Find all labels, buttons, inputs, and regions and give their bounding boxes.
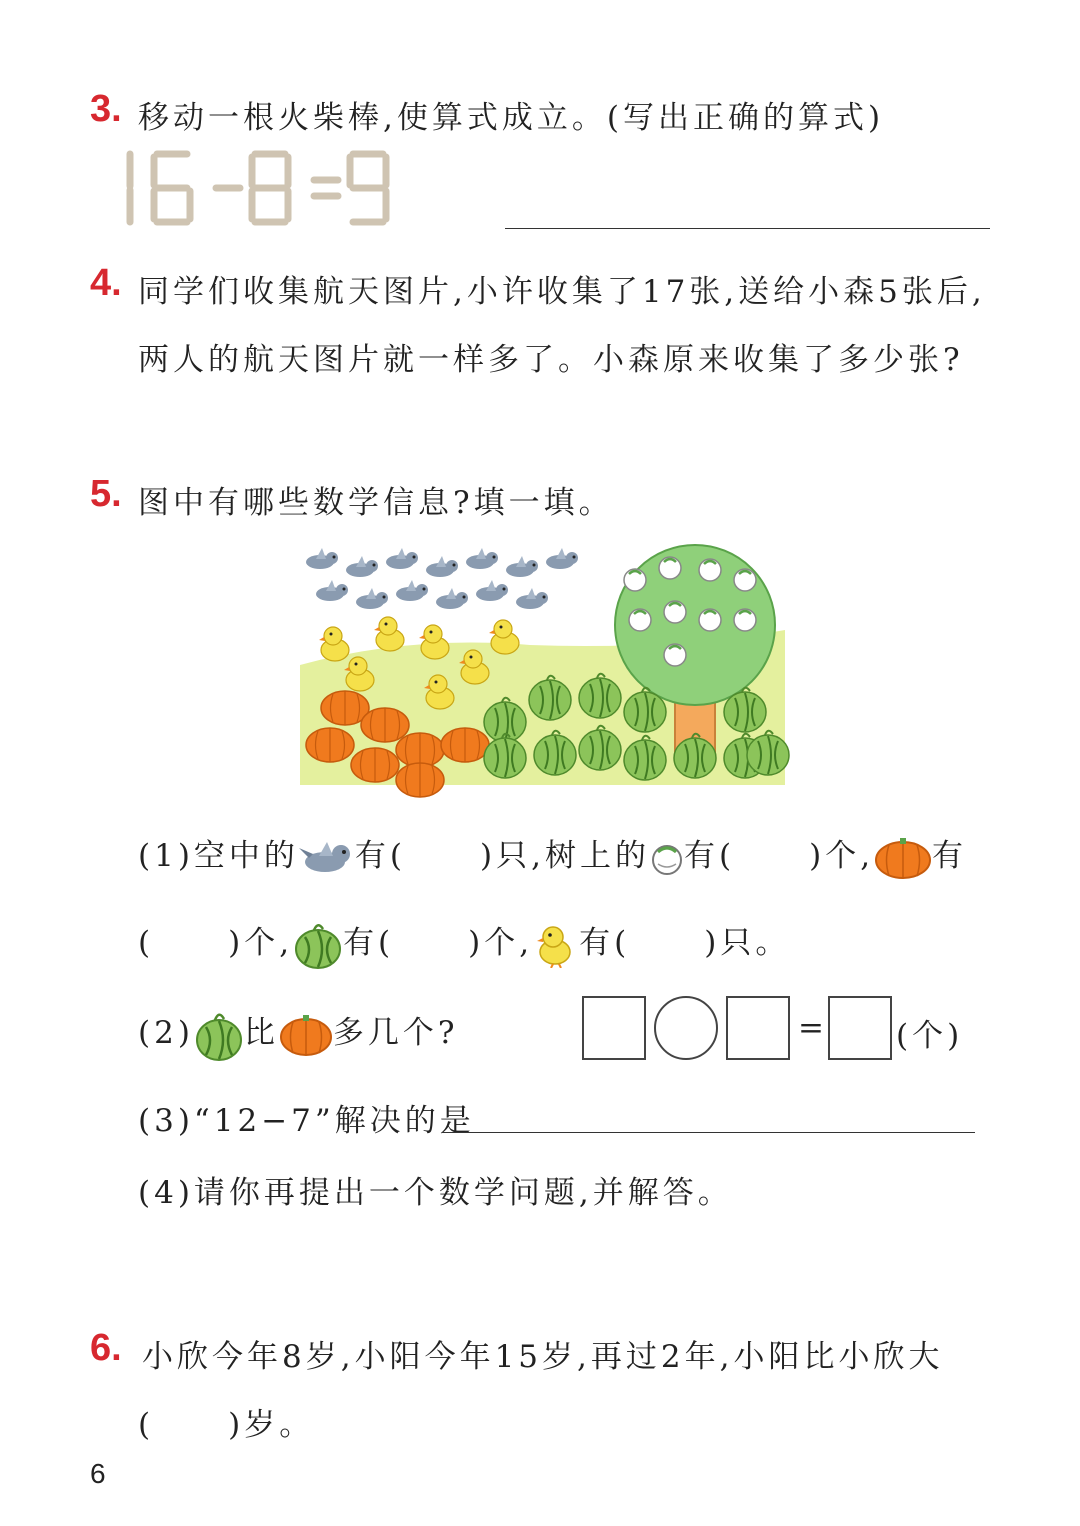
q5-number: 5. bbox=[90, 473, 122, 515]
bird bbox=[386, 548, 418, 569]
apple bbox=[734, 609, 756, 631]
bird bbox=[306, 548, 338, 569]
pumpkin bbox=[361, 708, 409, 742]
q6-line2a: ( bbox=[138, 1407, 155, 1443]
q5-text: 图中有哪些数学信息?填一填。 bbox=[138, 485, 614, 521]
sub1-e: )个, bbox=[809, 838, 875, 874]
bird bbox=[436, 588, 468, 609]
bird bbox=[466, 548, 498, 569]
chick-icon bbox=[533, 922, 579, 968]
bird bbox=[346, 556, 378, 577]
q3-text: 移动一根火柴棒,使算式成立。(写出正确的算式) bbox=[138, 100, 885, 136]
sub1-b: 有( bbox=[354, 838, 407, 874]
sub1-j: )个, bbox=[468, 925, 534, 961]
bird bbox=[506, 556, 538, 577]
bird bbox=[426, 556, 458, 577]
bird bbox=[396, 580, 428, 601]
sub1-d: 有( bbox=[683, 838, 736, 874]
apple bbox=[664, 601, 686, 623]
sub1-g: ( bbox=[138, 925, 155, 961]
answer-box-result[interactable] bbox=[828, 996, 892, 1060]
unit-label: (个) bbox=[896, 1018, 964, 1054]
bird bbox=[316, 580, 348, 601]
pumpkin bbox=[351, 748, 399, 782]
answer-box-1[interactable] bbox=[582, 996, 646, 1060]
operator-circle[interactable] bbox=[654, 996, 718, 1060]
sub1-c: )只,树上的 bbox=[480, 838, 650, 874]
apple bbox=[699, 609, 721, 631]
watermelon-icon bbox=[194, 1009, 244, 1061]
sub2-c: 多几个? bbox=[332, 1015, 459, 1051]
pumpkin-icon bbox=[279, 1013, 333, 1057]
pumpkin bbox=[396, 763, 444, 797]
chick bbox=[419, 625, 449, 659]
answer-box-2[interactable] bbox=[726, 996, 790, 1060]
sub1-f: 有 bbox=[932, 838, 968, 874]
chick bbox=[489, 620, 519, 654]
sub1-k: 有( bbox=[579, 925, 631, 961]
apple bbox=[629, 609, 651, 631]
sub2-a: (2) bbox=[138, 1015, 194, 1051]
apple bbox=[734, 569, 756, 591]
matchstick-char bbox=[252, 154, 288, 222]
sub1-a: (1)空中的 bbox=[138, 838, 299, 874]
q4-number: 4. bbox=[90, 262, 122, 304]
equals-sign: = bbox=[798, 1010, 828, 1046]
q5-sub3-answer-line[interactable] bbox=[442, 1132, 975, 1133]
page-number: 6 bbox=[90, 1458, 106, 1489]
q6-line1: 小欣今年8岁,小阳今年15岁,再过2年,小阳比小欣大 bbox=[142, 1339, 944, 1375]
q3-number: 3. bbox=[90, 88, 122, 130]
apple bbox=[659, 557, 681, 579]
bird bbox=[356, 588, 388, 609]
matchstick-char bbox=[350, 154, 386, 222]
q5-sub1-line2 bbox=[138, 917, 790, 969]
q5-sub1-line1 bbox=[138, 830, 967, 880]
apple-icon bbox=[650, 840, 684, 876]
sub1-l: )只。 bbox=[704, 925, 791, 961]
matchstick-equation bbox=[120, 150, 450, 230]
pumpkin bbox=[441, 728, 489, 762]
sub2-b: 比 bbox=[243, 1015, 279, 1051]
bird bbox=[546, 548, 578, 569]
watermelon-icon bbox=[293, 921, 343, 969]
bird bbox=[476, 580, 508, 601]
q5-sub2 bbox=[138, 1007, 459, 1061]
sub1-i: 有( bbox=[343, 925, 395, 961]
apple bbox=[624, 569, 646, 591]
matchstick-char bbox=[154, 154, 190, 222]
apple bbox=[699, 559, 721, 581]
q5-sub3: (3)“12−7”解决的是 bbox=[138, 1103, 475, 1139]
pumpkin bbox=[396, 733, 444, 767]
matchstick-char bbox=[314, 180, 338, 196]
chick bbox=[319, 627, 349, 661]
pumpkin-icon bbox=[874, 836, 932, 880]
q5-sub4: (4)请你再提出一个数学问题,并解答。 bbox=[138, 1175, 733, 1211]
chick bbox=[374, 617, 404, 651]
farm-scene-illustration bbox=[290, 540, 790, 800]
q3-answer-line[interactable] bbox=[505, 228, 990, 229]
apple bbox=[664, 644, 686, 666]
q6-line2b: )岁。 bbox=[228, 1407, 315, 1443]
q6-number: 6. bbox=[90, 1327, 122, 1369]
q6-line2 bbox=[138, 1399, 314, 1444]
pumpkin bbox=[306, 728, 354, 762]
bird bbox=[516, 588, 548, 609]
bird-icon bbox=[299, 838, 355, 878]
sub1-h: )个, bbox=[228, 925, 294, 961]
q4-line2: 两人的航天图片就一样多了。小森原来收集了多少张? bbox=[138, 342, 964, 378]
q4-line1: 同学们收集航天图片,小许收集了17张,送给小森5张后, bbox=[138, 274, 986, 310]
